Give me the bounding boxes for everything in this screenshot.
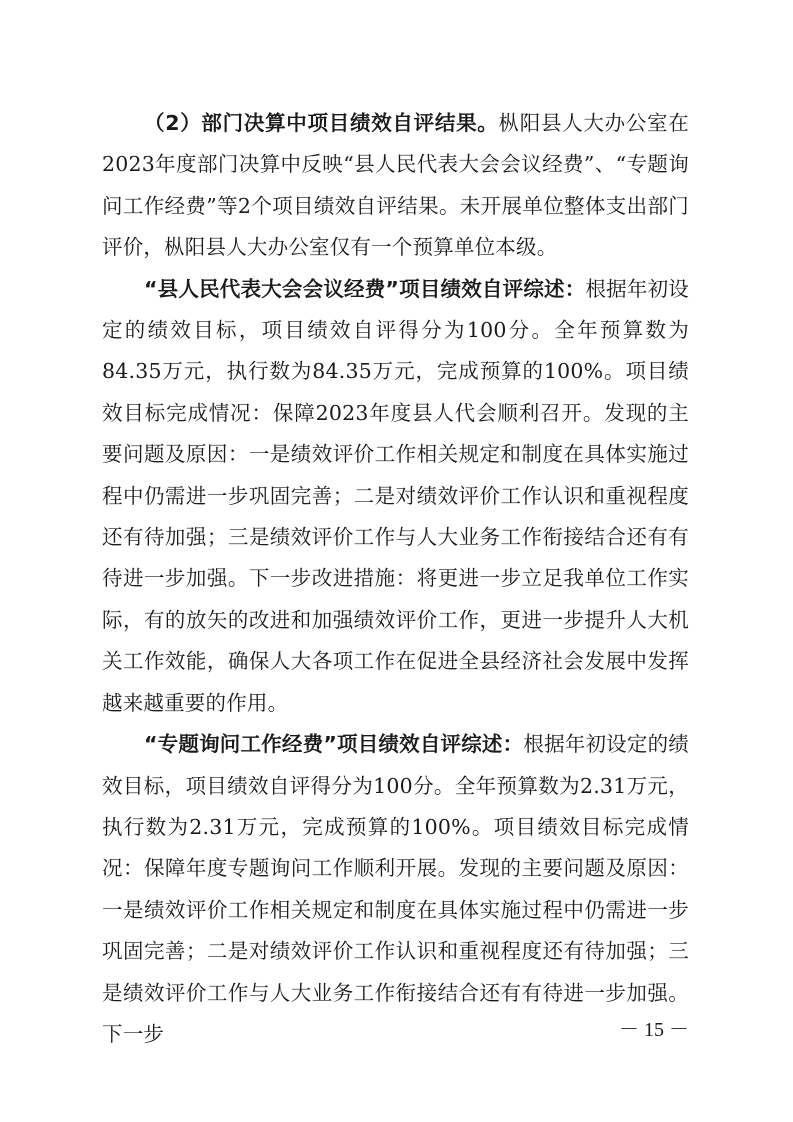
paragraph-heading: （2）部门决算中项目绩效自评结果。 (144, 111, 499, 135)
paragraph-body: 根据年初设定的绩效目标，项目绩效自评得分为100分。全年预算数为2.31万元，执行数为2.31万元，完成预算的100%。项目绩效目标完成情况：保障年度专题询问工作顺利开展。发现的主要问题及原因：一是绩效评价工作相关规定和制度在具体实施过程中仍需进一步巩固完善；二是对绩效评价工作认识和重视程度还有待加强；三是绩效评价工作与人大业务工作衔接结合还有有待进一步加强。下一步 (102, 732, 689, 1046)
paragraph-congress-meeting-funds (102, 269, 689, 724)
paragraph-heading: “县人民代表大会会议经费”项目绩效自评综述： (144, 276, 586, 301)
paragraph-heading: “专题询问工作经费”项目绩效自评综述： (144, 732, 524, 757)
paragraph-body: 根据年初设定的绩效目标，项目绩效自评得分为100分。全年预算数为84.35万元，执行数为84.35万元，完成预算的100%。项目绩效目标完成情况：保障2023年度县人代会顺利召开。发现的主要问题及原因：一是绩效评价工作相关规定和制度在具体实施过程中仍需进一步巩固完善；二是对绩效评价工作认识和重视程度还有待加强；三是绩效评价工作与人大业务工作衔接结合还有有待进一步加强。下一步改进措施：将更进一步立足我单位工作实际，有的放矢的改进和加强绩效评价工作，更进一步提升人大机关工作效能，确保人大各项工作在促进全县经济社会发展中发挥越来越重要的作用。 (102, 276, 689, 715)
paragraph-performance-results (102, 103, 689, 269)
paragraph-special-inquiry-funds (102, 724, 689, 1055)
document-page (102, 103, 689, 1055)
paragraph-body: 枞阳县人大办公室在2023年度部门决算中反映“县人民代表大会会议经费”、“专题询问工作经费”等2个项目绩效自评结果。未开展单位整体支出部门评价，枞阳县人大办公室仅有一个预算单位本级。 (102, 111, 689, 260)
page-number: － 15 － (619, 1019, 689, 1041)
